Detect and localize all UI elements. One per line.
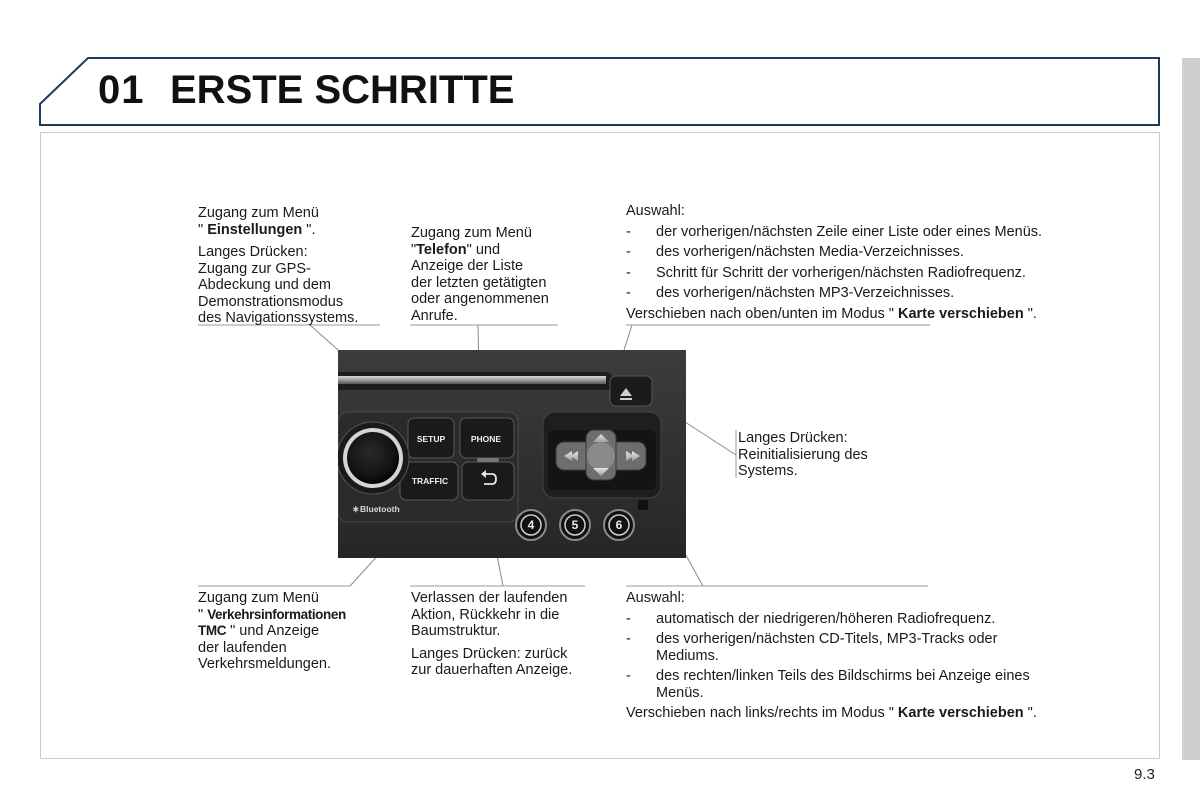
traffic-button-label: TRAFFIC xyxy=(411,476,449,486)
list-item: - des vorherigen/nächsten MP3-Verzeichnisses. xyxy=(626,285,1126,302)
list-item: - des rechten/linken Teils des Bildschirms bei Anzeige eines Menüs. xyxy=(626,668,1126,701)
radio-control-panel xyxy=(338,350,686,558)
list-item: - automatisch der niedrigeren/höheren Radiofrequenz. xyxy=(626,611,1126,628)
preset-6-label: 6 xyxy=(615,518,623,532)
callout-back: Verlassen der laufenden Aktion, Rückkehr in die Baumstruktur. Langes Drücken: zurück zur dauerhaften Anzeige. xyxy=(411,590,573,678)
callout-up-down: Auswahl: - der vorherigen/nächsten Zeile einer Liste oder eines Menüs. - des vorherigen/nächsten Media-Verzeichnisses. - Schritt für Schritt der vorherigen/nächsten Radiofrequenz. - des vorherigen/nächsten MP3-Verzeichnisses. Verschieben nach oben/unten im Modus " Karte verschieben ". xyxy=(626,203,1126,322)
preset-5-label: 5 xyxy=(571,518,579,532)
callout-left-right: Auswahl: - automatisch der niedrigeren/höheren Radiofrequenz. - des vorherigen/nächsten CD-Titels, MP3-Tracks oder Mediums. - des rechten/linken Teils des Bildschirms bei Anzeige eines Menüs. Verschieben nach links/rechts im Modus " Karte verschieben ". xyxy=(626,590,1126,722)
list-item: - der vorherigen/nächsten Zeile einer Liste oder eines Menüs. xyxy=(626,224,1126,241)
callout-eject: Langes Drücken: Reinitialisierung des Systems. xyxy=(738,430,868,479)
callout-phone: Zugang zum Menü "Telefon" und Anzeige der Liste der letzten getätigten oder angenommenen Anrufe. xyxy=(411,225,549,324)
bluetooth-label: Bluetooth xyxy=(360,504,400,514)
callout-traffic: Zugang zum Menü " Verkehrsinformationen TMC " und Anzeige der laufenden Verkehrsmeldungen. xyxy=(198,590,346,672)
svg-text:∗: ∗ xyxy=(352,504,360,514)
page-number: 9.3 xyxy=(1134,766,1155,783)
list-item: - Schritt für Schritt der vorherigen/nächsten Radiofrequenz. xyxy=(626,265,1126,282)
chapter-number: 01 xyxy=(98,68,145,112)
phone-button-label: PHONE xyxy=(470,434,502,444)
list-item: - des vorherigen/nächsten CD-Titels, MP3-Tracks oder Mediums. xyxy=(626,631,1126,664)
preset-4-label: 4 xyxy=(527,518,535,532)
setup-button-label: SETUP xyxy=(416,434,446,444)
menu-name-verkehrsinformationen: Verkehrsinformationen xyxy=(207,606,346,622)
page-title: ERSTE SCHRITTE xyxy=(170,68,515,112)
callout-setup: Zugang zum Menü " Einstellungen ". Langes Drücken: Zugang zur GPS- Abdeckung und dem Demonstrationsmodus des Navigationssystems. xyxy=(198,205,359,326)
menu-name-telefon: Telefon xyxy=(416,241,467,258)
side-tab-bar xyxy=(1182,58,1200,760)
list-item: - des vorherigen/nächsten Media-Verzeichnisses. xyxy=(626,244,1126,261)
menu-name-einstellungen: Einstellungen xyxy=(207,221,303,238)
